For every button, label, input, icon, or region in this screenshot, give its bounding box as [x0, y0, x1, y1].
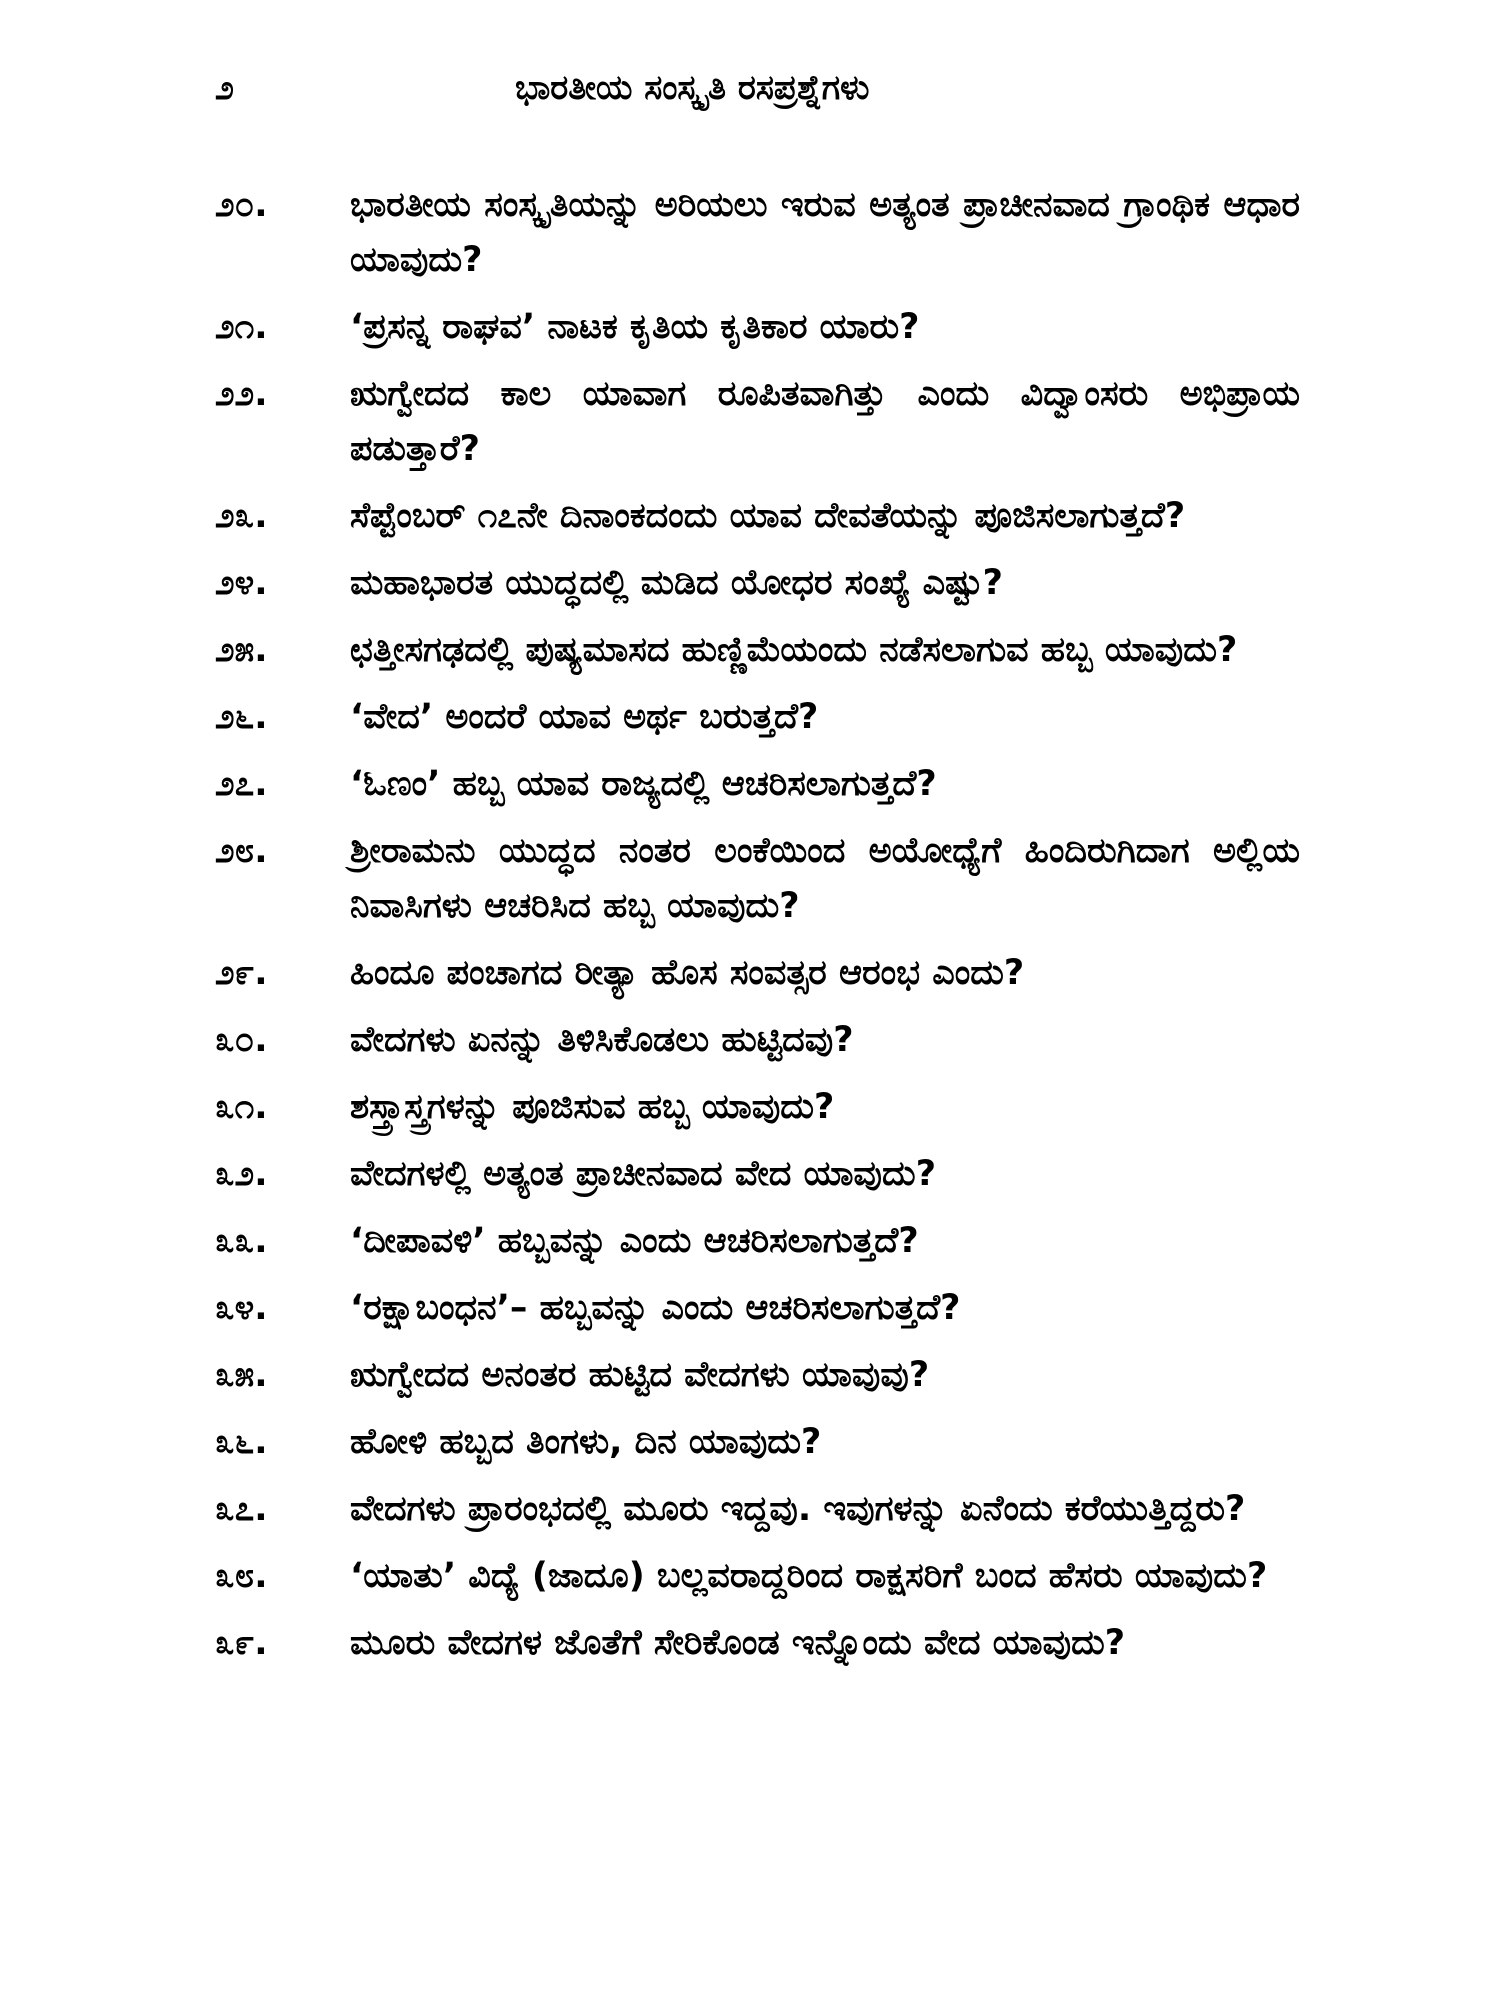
question-number: ೨೧.	[215, 307, 268, 347]
question-text: ‘ರಕ್ಷಾಬಂಧನ’– ಹಬ್ಬವನ್ನು ಎಂದು ಆಚರಿಸಲಾಗುತ್ತದೆ?	[350, 1288, 961, 1328]
question-number: ೩೮.	[215, 1556, 268, 1596]
question-number: ೩೦.	[215, 1020, 268, 1060]
question-number: ೩೧.	[215, 1087, 268, 1127]
question-list	[215, 178, 1300, 1683]
question-text: ಸೆಪ್ಟೆಂಬರ್ ೧೭ನೇ ದಿನಾಂಕದಂದು ಯಾವ ದೇವತೆಯನ್ನು ಪೂಜಿಸಲಾಗುತ್ತದೆ?	[350, 496, 1186, 536]
page-header	[215, 68, 1290, 128]
question-number: ೨೦.	[215, 185, 268, 225]
question-number: ೨೨.	[215, 374, 268, 414]
question-number: ೨೫.	[215, 630, 268, 670]
question-number: ೩೫.	[215, 1355, 268, 1395]
question-item	[215, 1214, 1300, 1269]
question-number: ೨೪.	[215, 563, 268, 603]
question-text: ವೇದಗಳಲ್ಲಿ ಅತ್ಯಂತ ಪ್ರಾಚೀನವಾದ ವೇದ ಯಾವುದು?	[350, 1154, 936, 1194]
question-text: ಹಿಂದೂ ಪಂಚಾಗದ ರೀತ್ಯಾ ಹೊಸ ಸಂವತ್ಸರ ಆರಂಭ ಎಂದು?	[350, 953, 1025, 993]
question-number: ೨೭.	[215, 764, 268, 804]
question-text: ಭಾರತೀಯ ಸಂಸ್ಕೃತಿಯನ್ನು ಅರಿಯಲು ಇರುವ ಅತ್ಯಂತ ಪ್ರಾಚೀನವಾದ ಗ್ರಾಂಥಿಕ ಆಧಾರ ಯಾವುದು?	[350, 185, 1300, 280]
question-text: ಹೋಳಿ ಹಬ್ಬದ ತಿಂಗಳು, ದಿನ ಯಾವುದು?	[350, 1422, 822, 1462]
question-item	[215, 1616, 1300, 1671]
question-item	[215, 824, 1300, 934]
question-number: ೩೨.	[215, 1154, 268, 1194]
question-number: ೩೯.	[215, 1623, 268, 1663]
question-number: ೨೩.	[215, 496, 268, 536]
question-number: ೩೬.	[215, 1422, 268, 1462]
question-item	[215, 1482, 1300, 1537]
page-number: ೨	[215, 68, 235, 108]
question-item	[215, 757, 1300, 812]
question-item	[215, 367, 1300, 477]
question-item	[215, 1348, 1300, 1403]
question-item	[215, 1415, 1300, 1470]
question-text: ಮಹಾಭಾರತ ಯುದ್ಧದಲ್ಲಿ ಮಡಿದ ಯೋಧರ ಸಂಖ್ಯೆ ಎಷ್ಟು?	[350, 563, 1003, 603]
question-number: ೨೬.	[215, 697, 268, 737]
question-text: ವೇದಗಳು ಏನನ್ನು ತಿಳಿಸಿಕೊಡಲು ಹುಟ್ಟಿದವು?	[350, 1020, 854, 1060]
question-item	[215, 1147, 1300, 1202]
question-item	[215, 300, 1300, 355]
question-text: ಮೂರು ವೇದಗಳ ಜೊತೆಗೆ ಸೇರಿಕೊಂಡ ಇನ್ನೊಂದು ವೇದ ಯಾವುದು?	[350, 1623, 1126, 1663]
question-item	[215, 489, 1300, 544]
question-text: ವೇದಗಳು ಪ್ರಾರಂಭದಲ್ಲಿ ಮೂರು ಇದ್ದವು. ಇವುಗಳನ್ನು ಏನೆಂದು ಕರೆಯುತ್ತಿದ್ದರು?	[350, 1489, 1246, 1529]
question-text: ‘ದೀಪಾವಳಿ’ ಹಬ್ಬವನ್ನು ಎಂದು ಆಚರಿಸಲಾಗುತ್ತದೆ?	[350, 1221, 919, 1261]
question-item	[215, 690, 1300, 745]
question-text: ಛತ್ತೀಸಗಢದಲ್ಲಿ ಪುಷ್ಯಮಾಸದ ಹುಣ್ಣಿಮೆಯಂದು ನಡೆಸಲಾಗುವ ಹಬ್ಬ ಯಾವುದು?	[350, 630, 1238, 670]
question-item	[215, 1080, 1300, 1135]
question-item	[215, 556, 1300, 611]
question-item	[215, 178, 1300, 288]
question-number: ೨೮.	[215, 831, 268, 871]
question-text: ಋಗ್ವೇದದ ಅನಂತರ ಹುಟ್ಟಿದ ವೇದಗಳು ಯಾವುವು?	[350, 1355, 930, 1395]
question-text: ಋಗ್ವೇದದ ಕಾಲ ಯಾವಾಗ ರೂಪಿತವಾಗಿತ್ತು ಎಂದು ವಿದ್ವಾಂಸರು ಅಭಿಪ್ರಾಯ ಪಡುತ್ತಾರೆ?	[350, 374, 1300, 469]
question-text: ‘ಓಣಂ’ ಹಬ್ಬ ಯಾವ ರಾಜ್ಯದಲ್ಲಿ ಆಚರಿಸಲಾಗುತ್ತದೆ?	[350, 764, 937, 804]
question-number: ೩೩.	[215, 1221, 268, 1261]
question-number: ೩೪.	[215, 1288, 268, 1328]
question-text: ಶಸ್ತ್ರಾಸ್ತ್ರಗಳನ್ನು ಪೂಜಿಸುವ ಹಬ್ಬ ಯಾವುದು?	[350, 1087, 835, 1127]
question-item	[215, 946, 1300, 1001]
question-number: ೩೭.	[215, 1489, 268, 1529]
question-number: ೨೯.	[215, 953, 268, 993]
question-item	[215, 1013, 1300, 1068]
running-title: ಭಾರತೀಯ ಸಂಸ್ಕೃತಿ ರಸಪ್ರಶ್ನೆಗಳು	[515, 68, 870, 108]
question-item	[215, 1281, 1300, 1336]
question-text: ‘ಪ್ರಸನ್ನ ರಾಘವ’ ನಾಟಕ ಕೃತಿಯ ಕೃತಿಕಾರ ಯಾರು?	[350, 307, 920, 347]
question-text: ‘ಯಾತು’ ವಿದ್ಯೆ (ಜಾದೂ) ಬಲ್ಲವರಾದ್ದರಿಂದ ರಾಕ್ಷಸರಿಗೆ ಬಂದ ಹೆಸರು ಯಾವುದು?	[350, 1556, 1268, 1596]
question-text: ‘ವೇದ’ ಅಂದರೆ ಯಾವ ಅರ್ಥ ಬರುತ್ತದೆ?	[350, 697, 819, 737]
question-item	[215, 1549, 1300, 1604]
question-item	[215, 623, 1300, 678]
question-text: ಶ್ರೀರಾಮನು ಯುದ್ಧದ ನಂತರ ಲಂಕೆಯಿಂದ ಅಯೋಧ್ಯೆಗೆ ಹಿಂದಿರುಗಿದಾಗ ಅಲ್ಲಿಯ ನಿವಾಸಿಗಳು ಆಚರಿಸಿದ ಹಬ್ಬ ಯಾವುದು?	[350, 831, 1300, 926]
